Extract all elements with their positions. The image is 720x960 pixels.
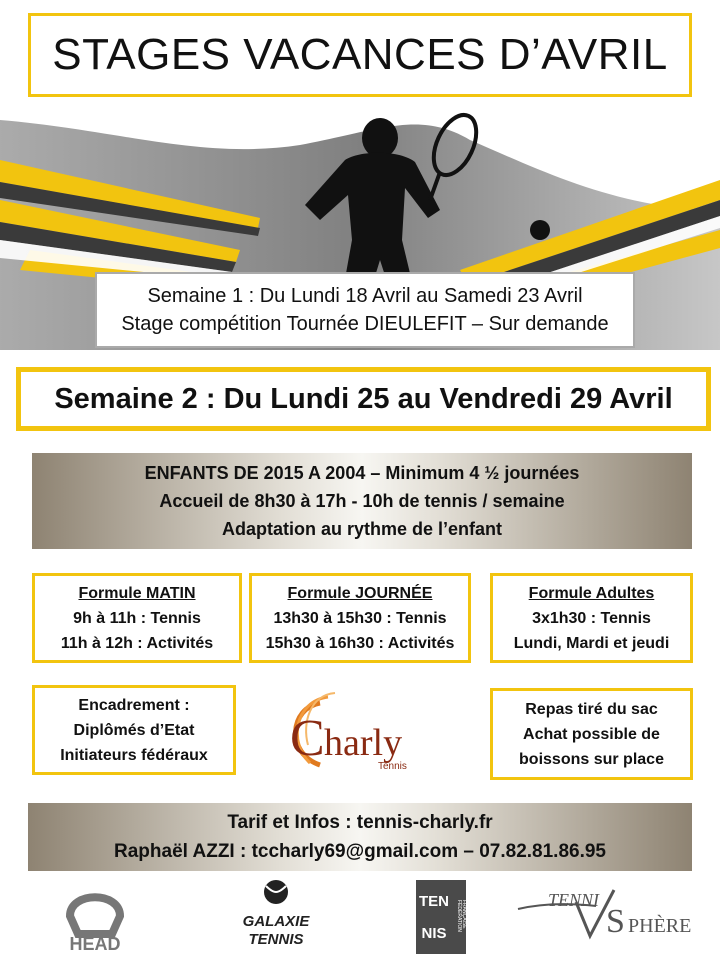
meal-info-line: Achat possible de	[523, 725, 660, 743]
coaching-staff-line: Initiateurs fédéraux	[60, 746, 208, 764]
formula-adults-line: 3x1h30 : Tennis	[532, 609, 651, 627]
fft-tennis-logo	[416, 880, 466, 954]
sphere-logo-text: TENNI	[548, 890, 600, 910]
formula-morning-line: 11h à 12h : Activités	[60, 634, 214, 652]
formula-morning-card	[32, 573, 242, 663]
week2-dates: Semaine 2 : Du Lundi 25 au Vendredi 29 Avril	[54, 382, 673, 415]
formula-day-card	[249, 573, 471, 663]
coaching-staff-line: Diplômés d’Etat	[73, 721, 195, 739]
week1-dates: Semaine 1 : Du Lundi 18 Avril au Samedi 23 Avril	[147, 285, 583, 307]
formula-morning-line: 9h à 11h : Tennis	[73, 609, 201, 627]
children-info-band	[32, 453, 692, 549]
title-box	[28, 13, 692, 97]
formula-day-line: 13h30 à 15h30 : Tennis	[273, 609, 447, 627]
week1-competition: Stage compétition Tournée DIEULEFIT – Sur demande	[121, 313, 609, 335]
fft-logo-subtext: FRANÇAISE	[461, 900, 467, 929]
galaxie-tennis-logo	[236, 876, 316, 954]
coaching-staff-card	[32, 685, 236, 775]
charly-tennis-logo	[280, 683, 430, 778]
formula-day-title: Formule JOURNÉE	[287, 584, 433, 602]
galaxie-logo-text: GALAXIE	[242, 913, 310, 930]
fft-logo-text: TEN	[419, 893, 449, 910]
meal-info-card	[490, 688, 693, 780]
head-logo	[50, 876, 140, 954]
formula-adults-card	[490, 573, 693, 663]
meal-info-line: Repas tiré du sac	[525, 700, 658, 718]
head-logo-text: HEAD	[69, 934, 121, 954]
formula-day-line: 15h30 à 16h30 : Activités	[265, 634, 455, 652]
galaxie-logo-text: TENNIS	[248, 931, 304, 948]
contact-info-band	[28, 803, 692, 871]
tennis-sphere-logo	[518, 884, 698, 944]
formula-adults-line: Lundi, Mardi et jeudi	[513, 634, 670, 652]
children-age-range: ENFANTS DE 2015 A 2004 – Minimum 4 ½ journées	[144, 463, 580, 483]
fft-logo-text: NIS	[421, 925, 447, 942]
week1-box	[95, 272, 635, 348]
adaptation-note: Adaptation au rythme de l’enfant	[221, 519, 503, 539]
sphere-logo-text: S	[606, 903, 625, 940]
pricing-website: Tarif et Infos : tennis-charly.fr	[227, 812, 493, 833]
page-title: STAGES VACANCES D’AVRIL	[52, 30, 668, 79]
formula-morning-title: Formule MATIN	[78, 584, 196, 602]
week2-box	[16, 367, 711, 431]
charly-initial: C	[290, 710, 325, 767]
charly-word: harly	[324, 722, 403, 764]
coaching-staff-title: Encadrement :	[78, 696, 190, 714]
reception-hours: Accueil de 8h30 à 17h - 10h de tennis / semaine	[159, 491, 565, 511]
fft-logo-subtext: FÉDÉRATION	[456, 900, 462, 932]
meal-info-line: boissons sur place	[519, 750, 664, 768]
contact-line: Raphaël AZZI : tccharly69@gmail.com – 07.82.81.86.95	[114, 841, 606, 862]
formula-adults-title: Formule Adultes	[528, 584, 655, 602]
sphere-logo-text: PHÈRE	[628, 915, 692, 937]
charly-sub: Tennis	[378, 761, 407, 772]
